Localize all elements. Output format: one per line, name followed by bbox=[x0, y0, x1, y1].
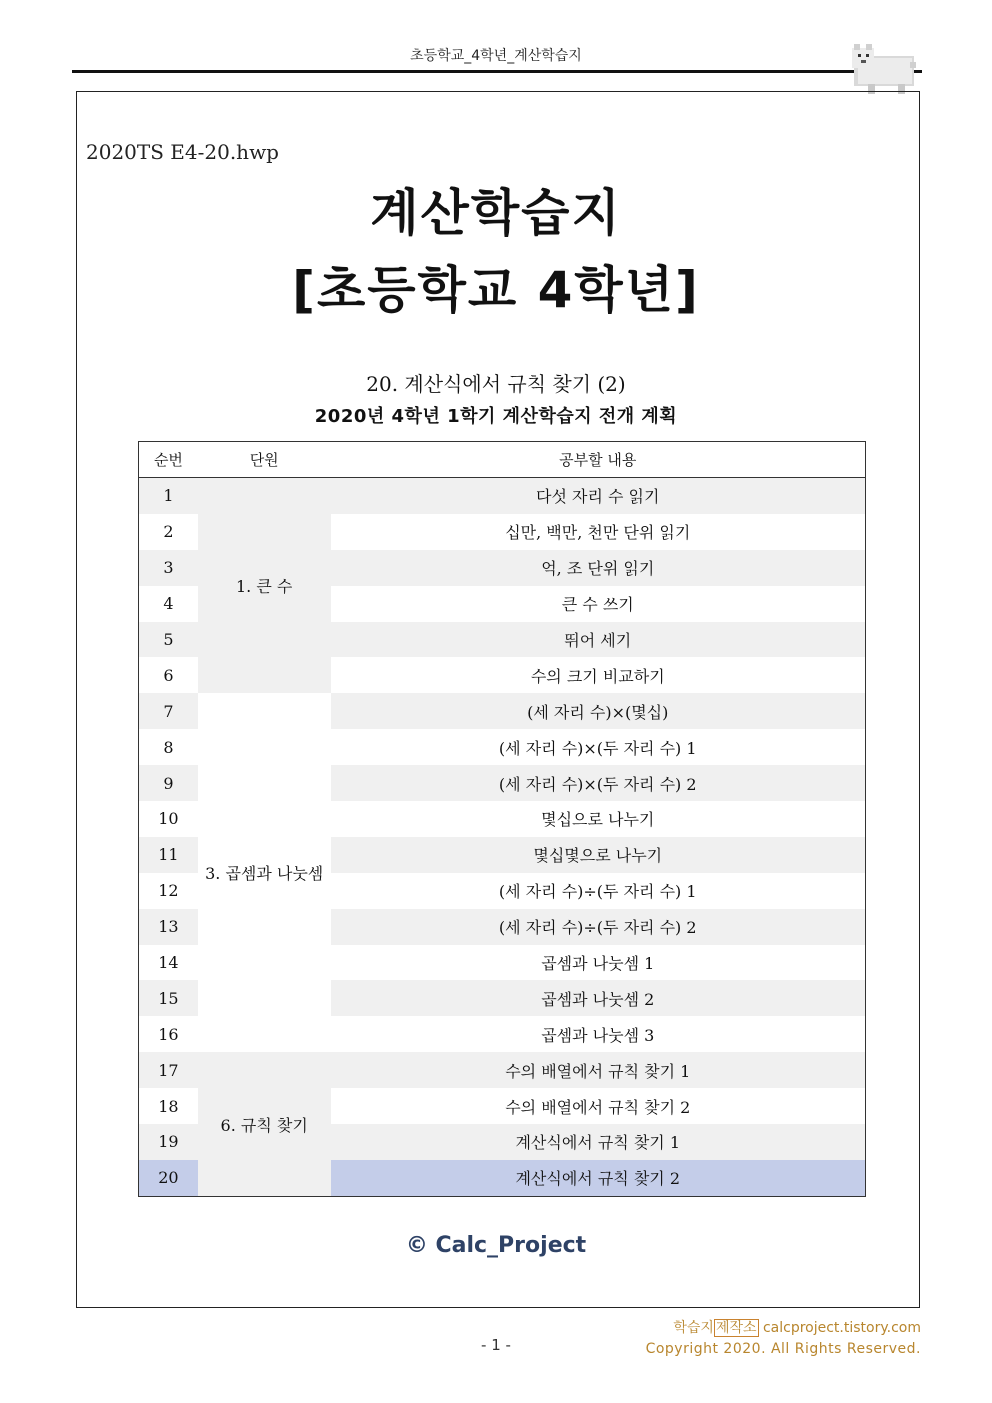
column-header-content: 공부할 내용 bbox=[331, 442, 866, 478]
row-number: 6 bbox=[139, 657, 198, 693]
row-content: 몇십몇으로 나누기 bbox=[331, 837, 866, 873]
table-row bbox=[139, 478, 866, 514]
row-content: 계산식에서 규칙 찾기 2 bbox=[331, 1160, 866, 1196]
unit-cell: 6. 규칙 찾기 bbox=[198, 1052, 331, 1196]
row-number: 1 bbox=[139, 478, 198, 514]
unit-cell: 1. 큰 수 bbox=[198, 478, 331, 694]
footer-brand bbox=[673, 1317, 921, 1337]
plan-title: 2020년 4학년 1학기 계산학습지 전개 계획 bbox=[314, 406, 678, 427]
lesson-subtitle: 20. 계산식에서 규칙 찾기 (2) bbox=[366, 372, 626, 396]
plan-table bbox=[138, 441, 866, 1197]
row-number: 13 bbox=[139, 909, 198, 945]
copyright-notice: © Calc_Project bbox=[405, 1233, 587, 1258]
page-number: - 1 - bbox=[481, 1336, 511, 1354]
row-content: (세 자리 수)÷(두 자리 수) 2 bbox=[331, 909, 866, 945]
row-number: 5 bbox=[139, 622, 198, 658]
brand-prefix: 학습지 bbox=[673, 1320, 714, 1336]
row-number: 10 bbox=[139, 801, 198, 837]
row-number: 8 bbox=[139, 729, 198, 765]
row-number: 15 bbox=[139, 980, 198, 1016]
row-content: (세 자리 수)×(두 자리 수) 1 bbox=[331, 729, 866, 765]
file-name: 2020TS E4-20.hwp bbox=[86, 140, 279, 164]
row-number: 20 bbox=[139, 1160, 198, 1196]
row-content: 수의 배열에서 규칙 찾기 1 bbox=[331, 1052, 866, 1088]
row-content: 곱셈과 나눗셈 1 bbox=[331, 945, 866, 981]
row-number: 11 bbox=[139, 837, 198, 873]
row-number: 19 bbox=[139, 1124, 198, 1160]
row-number: 16 bbox=[139, 1016, 198, 1052]
header-title: 초등학교_4학년_계산학습지 bbox=[410, 48, 582, 64]
row-number: 4 bbox=[139, 586, 198, 622]
row-content: 억, 조 단위 읽기 bbox=[331, 550, 866, 586]
row-number: 14 bbox=[139, 945, 198, 981]
row-content: 십만, 백만, 천만 단위 읽기 bbox=[331, 514, 866, 550]
row-content: 몇십으로 나누기 bbox=[331, 801, 866, 837]
row-content: 곱셈과 나눗셈 3 bbox=[331, 1016, 866, 1052]
row-number: 3 bbox=[139, 550, 198, 586]
row-content: 다섯 자리 수 읽기 bbox=[331, 478, 866, 514]
row-content: (세 자리 수)×(두 자리 수) 2 bbox=[331, 765, 866, 801]
row-number: 7 bbox=[139, 693, 198, 729]
row-content: 수의 크기 비교하기 bbox=[331, 657, 866, 693]
row-number: 9 bbox=[139, 765, 198, 801]
column-header-unit: 단원 bbox=[198, 442, 331, 478]
unit-cell: 3. 곱셈과 나눗셈 bbox=[198, 693, 331, 1052]
row-number: 2 bbox=[139, 514, 198, 550]
row-number: 18 bbox=[139, 1088, 198, 1124]
table-header-row bbox=[139, 442, 866, 478]
row-content: 뛰어 세기 bbox=[331, 622, 866, 658]
table-row bbox=[139, 693, 866, 729]
table-row bbox=[139, 1052, 866, 1088]
row-content: 큰 수 쓰기 bbox=[331, 586, 866, 622]
row-content: 곱셈과 나눗셈 2 bbox=[331, 980, 866, 1016]
row-number: 17 bbox=[139, 1052, 198, 1088]
row-content: (세 자리 수)÷(두 자리 수) 1 bbox=[331, 873, 866, 909]
polar-bear-mascot-icon bbox=[852, 44, 916, 96]
main-title-grade: [초등학교 4학년] bbox=[292, 261, 700, 319]
row-content: 수의 배열에서 규칙 찾기 2 bbox=[331, 1088, 866, 1124]
brand-boxed: 제작소 bbox=[715, 1320, 757, 1336]
column-header-number: 순번 bbox=[139, 442, 198, 478]
row-number: 12 bbox=[139, 873, 198, 909]
header-rule bbox=[72, 70, 922, 73]
row-content: 계산식에서 규칙 찾기 1 bbox=[331, 1124, 866, 1160]
footer-rights: Copyright 2020. All Rights Reserved. bbox=[645, 1341, 921, 1357]
main-title: 계산학습지 bbox=[370, 184, 622, 242]
row-content: (세 자리 수)×(몇십) bbox=[331, 693, 866, 729]
site-link[interactable]: calcproject.tistory.com bbox=[762, 1320, 921, 1336]
